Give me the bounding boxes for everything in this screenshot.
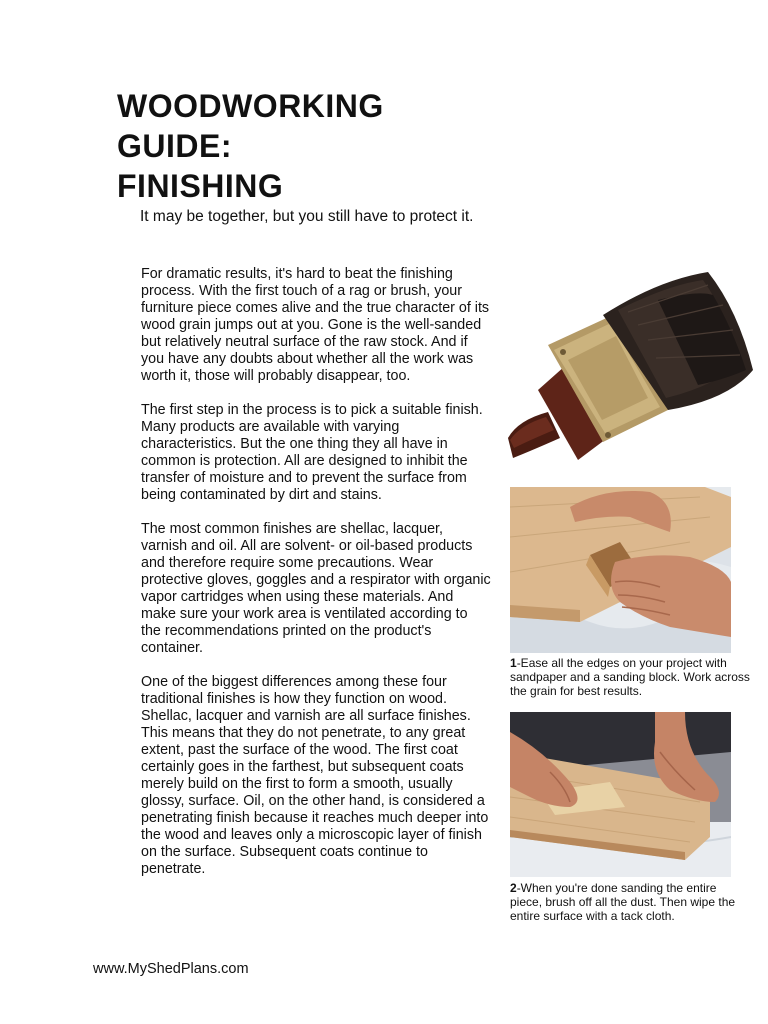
caption-2 — [510, 881, 750, 923]
paintbrush-image — [508, 270, 753, 470]
page-subtitle: It may be together, but you still have to protect it. — [140, 208, 474, 225]
dusting-board-photo — [510, 712, 731, 877]
caption-1-text: -Ease all the edges on your project with sandpaper and a sanding block. Work across the grain for best results. — [510, 656, 750, 698]
paragraph-2: The first step in the process is to pick a suitable finish. Many products are available with varying characteristics. But the one thing they all have in common is protection. All are designed to inhibit the transfer of moisture and to prevent the surface from being contaminated by dirt and stains. — [141, 402, 483, 503]
caption-1 — [510, 656, 750, 698]
page-title — [117, 86, 477, 206]
sanding-edges-photo — [510, 487, 731, 653]
article-body — [141, 266, 491, 895]
title-line-2: GUIDE: — [117, 128, 232, 164]
paragraph-4: One of the biggest differences among these four traditional finishes is how they function on wood. Shellac, lacquer and varnish are all surface finishes. This means that they do not penetrate, to any great extent, past the surface of the wood. The first coat certainly goes in the farthest, but subsequent coats merely build on the first to form a smooth, usually glossy, surface. Oil, on the other hand, is considered a penetrating finish because it reaches much deeper into the wood and leaves only a microscopic layer of finish on the surface. Subsequent coats continue to penetrate. — [141, 674, 489, 877]
caption-2-number: 2 — [510, 881, 517, 895]
caption-1-number: 1 — [510, 656, 517, 670]
title-line-1: WOODWORKING — [117, 88, 384, 124]
title-line-3: FINISHING — [117, 168, 284, 204]
paragraph-1: For dramatic results, it's hard to beat the finishing process. With the first touch of a rag or brush, your furniture piece comes alive and the true character of its wood grain jumps out at you. Gone is the well-sanded but relatively neutral surface of the raw stock. And if you have any doubts about whether all the work was worth it, those will probably disappear, too. — [141, 266, 490, 384]
caption-2-text: -When you're done sanding the entire piece, brush off all the dust. Then wipe the entire surface with a tack cloth. — [510, 881, 736, 923]
footer-url[interactable]: www.MyShedPlans.com — [93, 961, 249, 977]
paragraph-3: The most common finishes are shellac, lacquer, varnish and oil. All are solvent- or oil-based products and therefore require some precautions. Wear protective gloves, goggles and a respirator with organic vapor cartridges when using these materials. And make sure your work area is ventilated according to the recommendations printed on the product's container. — [141, 521, 491, 656]
